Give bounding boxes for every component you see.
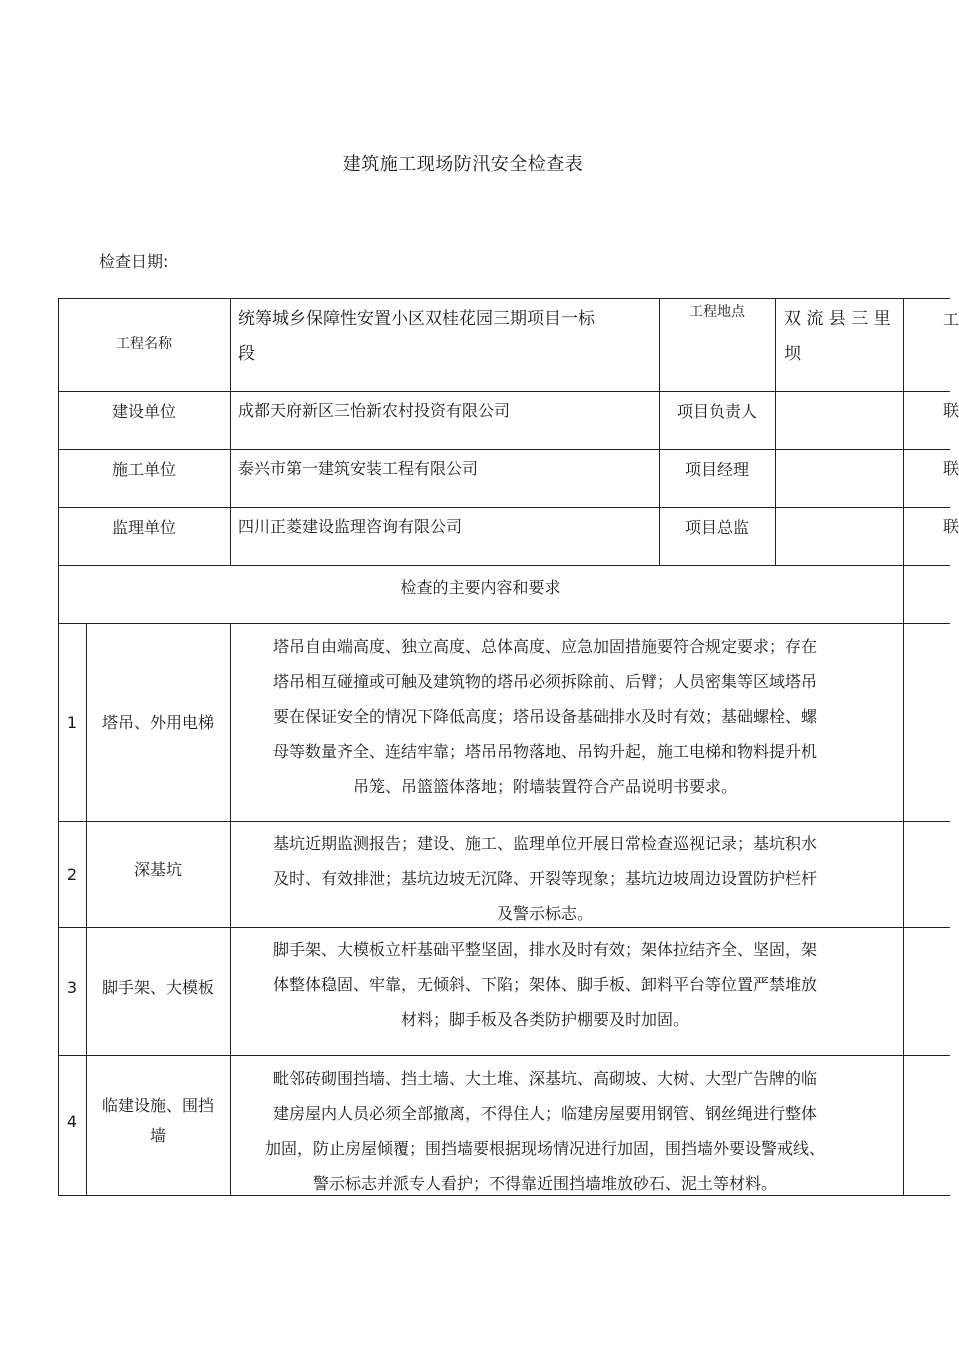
- check-date-label: 检查日期:: [99, 252, 169, 271]
- project-name-label: 工程名称: [116, 336, 172, 352]
- item-content: 脚手架、大模板立杆基础平整坚固，排水及时有效；架体拉结齐全、坚固，架 体整体稳固、牢靠，无倾斜、下陷；架体、脚手板、卸料平台等位置严禁堆放 材料；脚手板及各类防护棚要及时加固。: [272, 940, 817, 1029]
- item-number: 1: [66, 712, 78, 732]
- item-name: 脚手架、大模板: [101, 977, 214, 997]
- location-label: 工程地点: [689, 304, 745, 320]
- item-number: 2: [66, 864, 78, 884]
- col-divider: [230, 298, 231, 565]
- col-divider: [903, 298, 904, 1195]
- right-edge-cut-text: 工: [943, 310, 959, 329]
- col-divider: [775, 298, 776, 565]
- item-content: 塔吊自由端高度、独立高度、总体高度、应急加固措施要符合规定要求；存在 塔吊相互碰撞或可触及建筑物的塔吊必须拆除前、后臂；人员密集等区域塔吊 要在保证安全的情况下降低高度；塔吊设备基础排水及时有效；基础螺栓、螺 母等数量齐全、连结牢靠；塔吊吊物落地、吊钩升起，施工电梯和物料提升机 吊笼、吊篮篮体落地；附墙装置符合产品说明书要求。: [272, 637, 817, 796]
- item-name: 塔吊、外用电梯: [101, 712, 214, 732]
- item-name: 深基坑: [133, 859, 182, 879]
- supervisor-role-label: 项目总监: [684, 517, 749, 537]
- item-number: 4: [66, 1111, 78, 1131]
- item-name: 临建设施、围挡 墙: [101, 1096, 214, 1145]
- builder-label: 建设单位: [111, 401, 176, 421]
- right-edge-cut-text: 联: [943, 401, 959, 420]
- builder-role-label: 项目负责人: [676, 401, 757, 421]
- contractor-value: 泰兴市第一建筑安装工程有限公司: [238, 459, 479, 478]
- item-content: 基坑近期监测报告；建设、施工、监理单位开展日常检查巡视记录；基坑积水 及时、有效排泄；基坑边坡无沉降、开裂等现象；基坑边坡周边设置防护栏杆 及警示标志。: [272, 834, 817, 923]
- item-content: 毗邻砖砌围挡墙、挡土墙、大土堆、深基坑、高砌坡、大树、大型广告牌的临 建房屋内人员必须全部撤离，不得住人；临建房屋要用钢管、钢丝绳进行整体 加固，防止房屋倾覆；围挡墙要根据现场情况进行加固，围挡墙外要设警戒线、 警示标志并派专人看护；不得靠近围挡墙堆放砂石、泥土等材料。: [264, 1069, 825, 1193]
- builder-value: 成都天府新区三怡新农村投资有限公司: [238, 401, 511, 420]
- supervisor-label: 监理单位: [111, 517, 176, 537]
- right-edge-cut-text: 联: [943, 459, 959, 478]
- location-value: 双 流 县 三 里 坝: [784, 309, 891, 364]
- item-number: 3: [66, 977, 78, 997]
- col-divider: [230, 623, 231, 1195]
- contractor-label: 施工单位: [111, 459, 176, 479]
- section-header: 检查的主要内容和要求: [400, 577, 561, 597]
- project-name-value: 统筹城乡保障性安置小区双桂花园三期项目一标 段: [238, 309, 595, 364]
- contractor-role-label: 项目经理: [684, 459, 749, 479]
- supervisor-value: 四川正菱建设监理咨询有限公司: [238, 517, 463, 536]
- page-title: 建筑施工现场防汛安全检查表: [342, 154, 584, 175]
- right-edge-cut-text: 联: [943, 517, 959, 536]
